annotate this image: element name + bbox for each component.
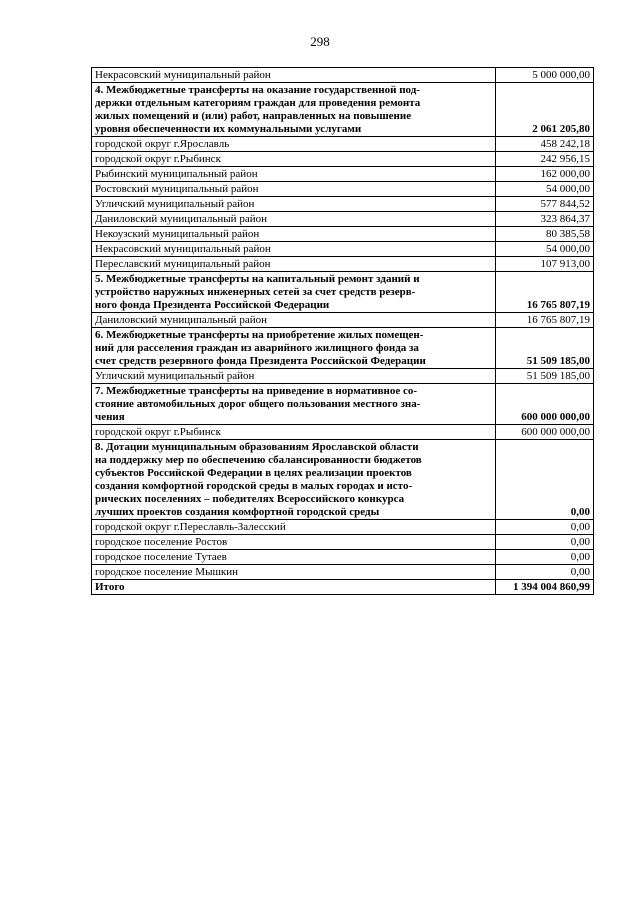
section-title-line: 6. Межбюджетные трансферты на приобретение жилых помещен- (95, 329, 424, 341)
section-title-line: стояние автомобильных дорог общего пользования местного зна- (95, 398, 421, 410)
amount: 0,00 (496, 520, 594, 535)
table-row (92, 535, 594, 550)
budget-table-body (92, 68, 594, 595)
recipient-name: Даниловский муниципальный район (92, 313, 496, 328)
recipient-name: городское поселение Мышкин (92, 565, 496, 580)
section-title-line: рических поселениях – победителях Всероссийского конкурса (95, 493, 405, 505)
section-row (92, 83, 594, 137)
table-row (92, 257, 594, 272)
amount: 242 956,15 (496, 152, 594, 167)
amount: 51 509 185,00 (496, 369, 594, 384)
section-row (92, 384, 594, 425)
section-row (92, 272, 594, 313)
section-title-line: ного фонда Президента Российской Федерации (95, 299, 330, 311)
section-title (92, 272, 496, 313)
section-title (92, 83, 496, 137)
section-amount: 51 509 185,00 (496, 328, 594, 369)
table-row (92, 520, 594, 535)
section-amount: 1 394 004 860,99 (496, 580, 594, 595)
amount: 458 242,18 (496, 137, 594, 152)
table-row (92, 565, 594, 580)
recipient-name: Переславский муниципальный район (92, 257, 496, 272)
amount: 54 000,00 (496, 242, 594, 257)
recipient-name: Ростовский муниципальный район (92, 182, 496, 197)
section-title-line: счет средств резервного фонда Президента Российской Федерации (95, 355, 426, 367)
amount: 54 000,00 (496, 182, 594, 197)
section-title-line: Итого (95, 581, 125, 593)
section-title (92, 580, 496, 595)
table-row (92, 197, 594, 212)
section-title-line: 8. Дотации муниципальным образованиям Ярославской области (95, 441, 419, 453)
table-row (92, 68, 594, 83)
recipient-name: Некоузский муниципальный район (92, 227, 496, 242)
section-amount: 2 061 205,80 (496, 83, 594, 137)
recipient-name: городской округ г.Рыбинск (92, 152, 496, 167)
recipient-name: Даниловский муниципальный район (92, 212, 496, 227)
section-title-line: лучших проектов создания комфортной городской среды (95, 506, 380, 518)
table-row (92, 242, 594, 257)
table-row (92, 369, 594, 384)
table-row (92, 313, 594, 328)
section-row (92, 328, 594, 369)
section-amount: 0,00 (496, 440, 594, 520)
page-number: 298 (310, 34, 330, 49)
amount: 577 844,52 (496, 197, 594, 212)
recipient-name: городской округ г.Ярославль (92, 137, 496, 152)
recipient-name: городское поселение Ростов (92, 535, 496, 550)
budget-table (91, 67, 594, 595)
section-title-line: 4. Межбюджетные трансферты на оказание государственной под- (95, 84, 420, 96)
section-row (92, 580, 594, 595)
table-row (92, 167, 594, 182)
section-row (92, 440, 594, 520)
section-title-line: устройство наружных инженерных сетей за счет средств резерв- (95, 286, 416, 298)
recipient-name: городское поселение Тутаев (92, 550, 496, 565)
amount: 16 765 807,19 (496, 313, 594, 328)
amount: 107 913,00 (496, 257, 594, 272)
amount: 162 000,00 (496, 167, 594, 182)
amount: 600 000 000,00 (496, 425, 594, 440)
amount: 5 000 000,00 (496, 68, 594, 83)
section-title-line: уровня обеспеченности их коммунальными услугами (95, 123, 362, 135)
recipient-name: Рыбинский муниципальный район (92, 167, 496, 182)
recipient-name: городской округ г.Переславль-Залесский (92, 520, 496, 535)
amount: 80 385,58 (496, 227, 594, 242)
section-title-line: создания комфортной городской среды в малых городах и исто- (95, 480, 413, 492)
recipient-name: Угличский муниципальный район (92, 197, 496, 212)
amount: 0,00 (496, 565, 594, 580)
amount: 0,00 (496, 550, 594, 565)
section-title-line: на поддержку мер по обеспечению сбалансированности бюджетов (95, 454, 422, 466)
table-row (92, 212, 594, 227)
table-row (92, 550, 594, 565)
recipient-name: Угличский муниципальный район (92, 369, 496, 384)
recipient-name: Некрасовский муниципальный район (92, 68, 496, 83)
section-title-line: 5. Межбюджетные трансферты на капитальный ремонт зданий и (95, 273, 420, 285)
section-title-line: держки отдельным категориям граждан для проведения ремонта (95, 97, 421, 109)
section-title (92, 328, 496, 369)
amount: 323 864,37 (496, 212, 594, 227)
table-row (92, 152, 594, 167)
section-title-line: субъектов Российской Федерации в целях реализации проектов (95, 467, 412, 479)
section-title-line: 7. Межбюджетные трансферты на приведение в нормативное со- (95, 385, 418, 397)
table-row (92, 425, 594, 440)
amount: 0,00 (496, 535, 594, 550)
recipient-name: Некрасовский муниципальный район (92, 242, 496, 257)
section-title (92, 384, 496, 425)
section-title-line: чения (95, 411, 125, 423)
section-title (92, 440, 496, 520)
section-amount: 600 000 000,00 (496, 384, 594, 425)
section-amount: 16 765 807,19 (496, 272, 594, 313)
recipient-name: городской округ г.Рыбинск (92, 425, 496, 440)
table-row (92, 227, 594, 242)
table-row (92, 137, 594, 152)
section-title-line: жилых помещений и (или) работ, направленных на повышение (95, 110, 412, 122)
section-title-line: ний для расселения граждан из аварийного жилищного фонда за (95, 342, 419, 354)
table-row (92, 182, 594, 197)
